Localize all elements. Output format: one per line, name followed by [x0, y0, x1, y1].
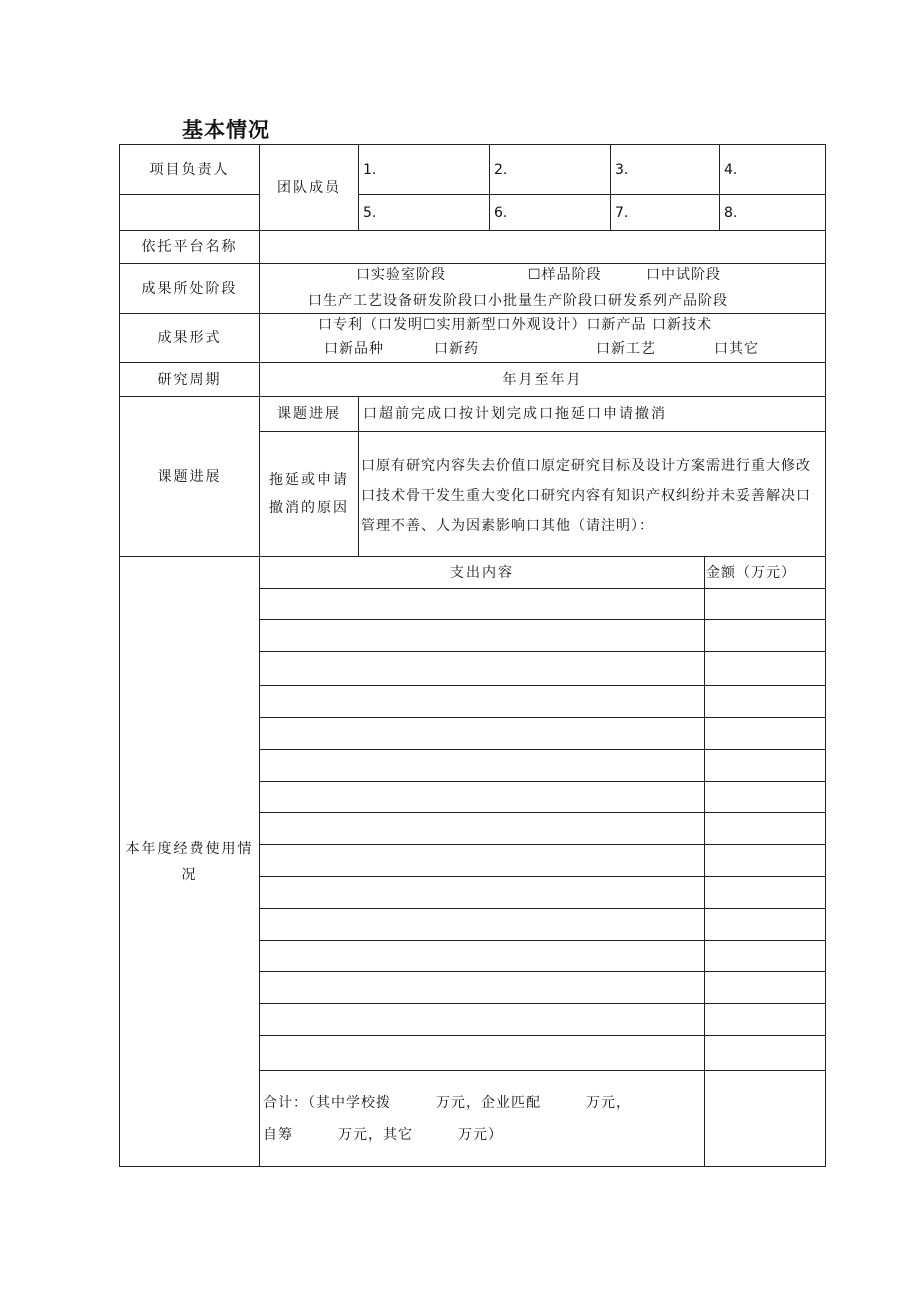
table-border-right [825, 144, 826, 1166]
row-line [259, 588, 825, 589]
table-border-bottom [119, 1166, 826, 1167]
cycle-label: 研究周期 [157, 371, 222, 388]
form-option-line1[interactable]: 口专利（口发明☐实用新型口外观设计）口新产品 口新技术 [318, 317, 712, 333]
form-option-variety[interactable]: 口新品种 [324, 341, 384, 357]
stage-option-lab[interactable]: 口实验室阶段 [356, 267, 446, 283]
form-option-process[interactable]: 口新工艺 [596, 341, 656, 357]
stage-option-line2[interactable]: 口生产工艺设备研发阶段口小批量生产阶段口研发系列产品阶段 [308, 293, 728, 309]
row-line [259, 1003, 825, 1004]
row-line [259, 685, 825, 686]
progress-label: 课题进展 [157, 468, 222, 485]
row-line [259, 717, 825, 718]
form-option-drug[interactable]: 口新药 [434, 341, 479, 357]
stage-option-pilot[interactable]: 口中试阶段 [646, 267, 721, 283]
funds-label: 本年度经费使用情况 [125, 840, 254, 883]
project-leader-label: 项目负责人 [149, 161, 230, 178]
row-line [259, 1035, 825, 1036]
form-label: 成果形式 [157, 330, 222, 346]
stage-label: 成果所处阶段 [141, 280, 238, 297]
member-slot-2[interactable]: 2. [494, 161, 508, 178]
member-slot-3[interactable]: 3. [615, 161, 629, 178]
row-line [259, 651, 825, 652]
funds-total-line2: 自筹 万元，其它 万元） [263, 1127, 503, 1143]
reason-text[interactable]: 口原有研究内容失去价值口原定研究目标及设计方案需进行重大修改口技术骨干发生重大变化口研究内容有知识产权纠纷并未妥善解决口管理不善、人为因素影响口其他（请注明）： [361, 458, 811, 534]
row-line [259, 812, 825, 813]
progress-options[interactable]: 口超前完成口按计划完成口拖延口申请撤消 [363, 406, 667, 422]
col-line [704, 556, 705, 1166]
row-line [259, 940, 825, 941]
page-title: 基本情况 [182, 118, 270, 142]
form-option-other[interactable]: 口其它 [714, 341, 759, 357]
project-leader-value[interactable] [120, 195, 259, 230]
reason-label: 拖延或申请撤消的原因 [269, 472, 349, 516]
row-line [259, 876, 825, 877]
form-options[interactable] [260, 314, 825, 362]
stage-option-sample[interactable]: ☐样品阶段 [528, 267, 602, 283]
member-slot-7[interactable]: 7. [615, 204, 629, 221]
funds-total[interactable] [260, 1071, 704, 1166]
cycle-value[interactable]: 年月至年月 [502, 371, 583, 388]
member-slot-1[interactable]: 1. [363, 161, 377, 178]
progress-sub-label: 课题进展 [277, 406, 341, 422]
member-slot-6[interactable]: 6. [494, 204, 508, 221]
stage-options[interactable] [260, 264, 825, 313]
col-amount-header: 金额（万元） [706, 564, 796, 581]
platform-value[interactable] [260, 231, 825, 263]
member-slot-4[interactable]: 4. [724, 161, 738, 178]
row-line [259, 749, 825, 750]
row-line [259, 844, 825, 845]
row-line [259, 619, 825, 620]
row-line [259, 971, 825, 972]
row-line [259, 781, 825, 782]
col-content-header: 支出内容 [450, 564, 514, 581]
member-slot-5[interactable]: 5. [363, 204, 377, 221]
member-slot-8[interactable]: 8. [724, 204, 738, 221]
platform-label: 依托平台名称 [141, 239, 238, 255]
row-line [259, 908, 825, 909]
team-label: 团队成员 [277, 179, 341, 196]
funds-total-line1: 合计：（其中学校拨 万元，企业匹配 万元， [263, 1095, 631, 1111]
